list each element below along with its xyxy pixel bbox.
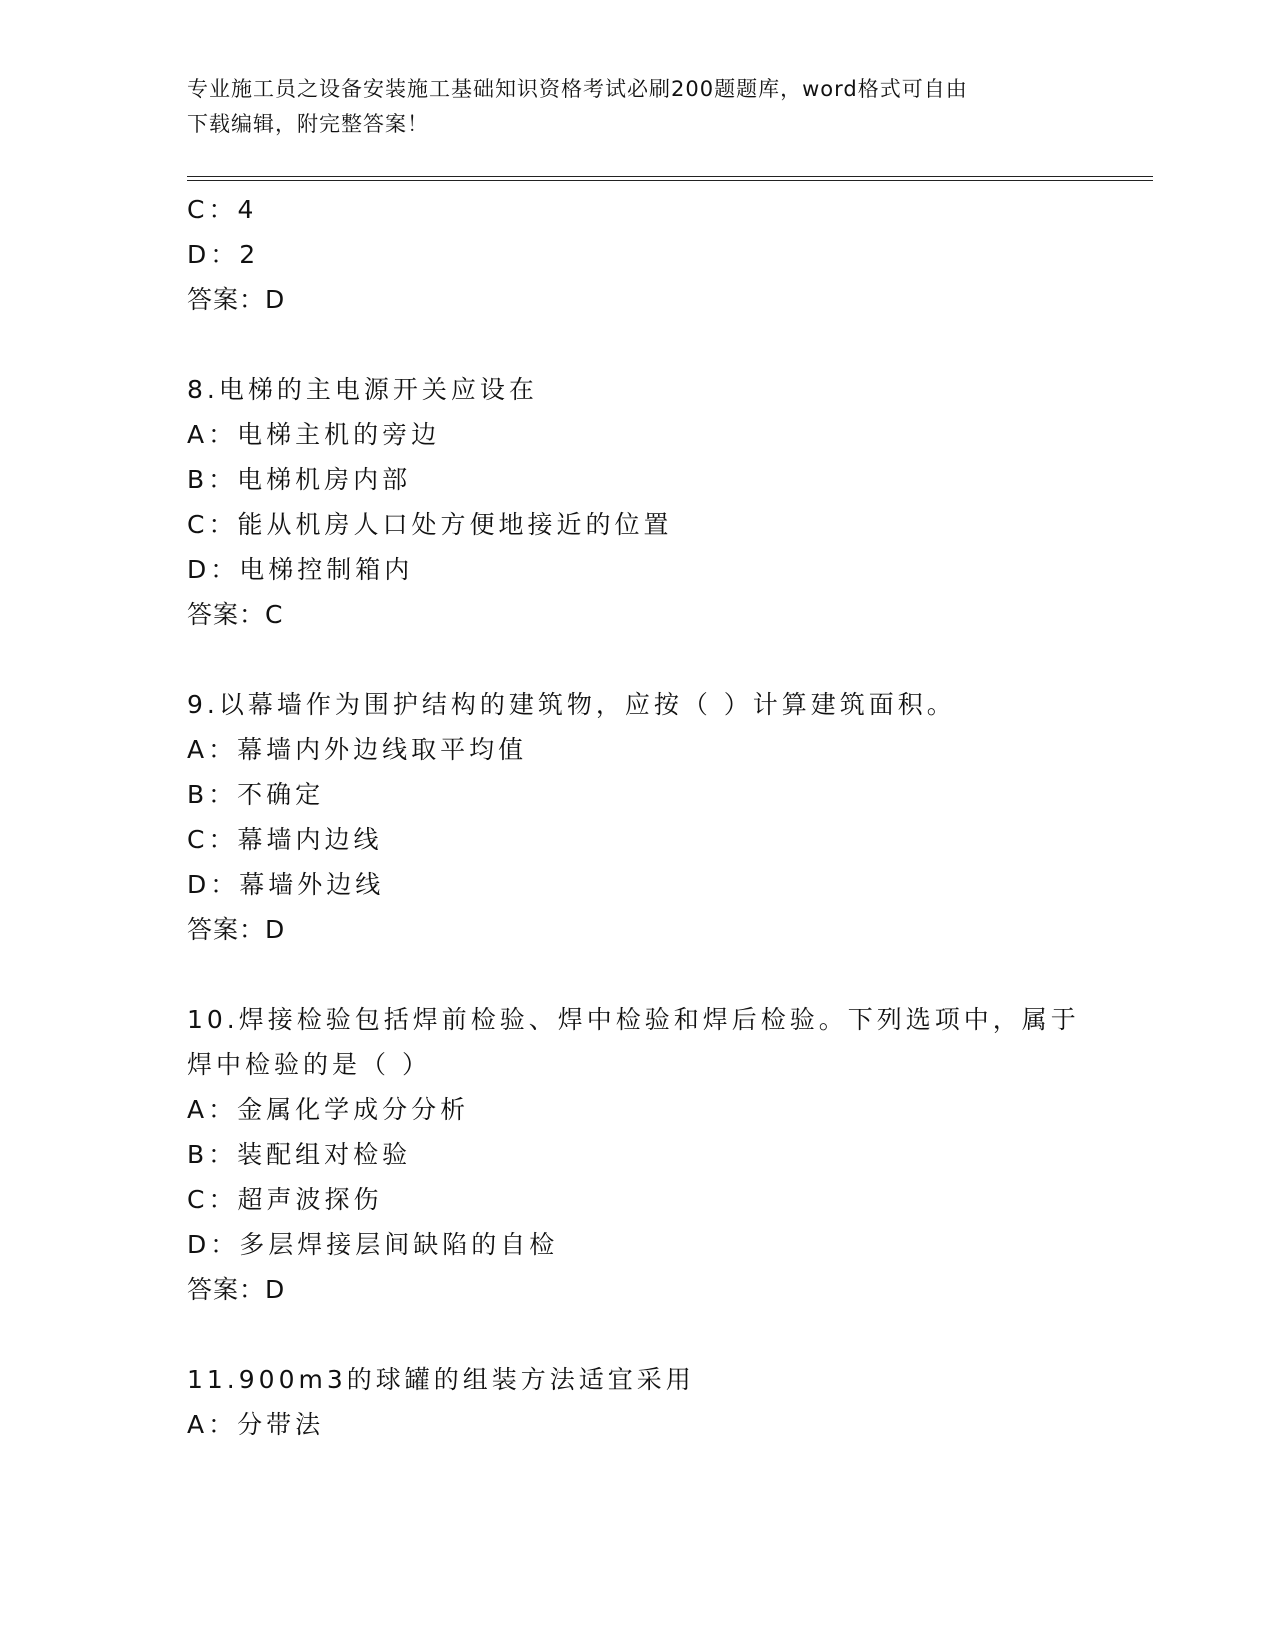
- option-d: D：2: [187, 240, 260, 269]
- option-b: B：电梯机房内部: [187, 465, 412, 494]
- question-stem-continued: 焊中检验的是（ ）: [187, 1050, 431, 1079]
- header-divider-top: [187, 176, 1153, 177]
- option-c: C：超声波探伤: [187, 1185, 383, 1214]
- option-b: B：不确定: [187, 780, 325, 809]
- header-divider-bottom: [187, 180, 1153, 181]
- option-c: C：4: [187, 195, 258, 224]
- answer-line: 答案：D: [187, 1275, 286, 1304]
- question-stem: 9.以幕墙作为围护结构的建筑物，应按（ ）计算建筑面积。: [187, 690, 956, 719]
- option-d: D：电梯控制箱内: [187, 555, 414, 584]
- option-d: D：幕墙外边线: [187, 870, 385, 899]
- document-header: [187, 72, 1087, 142]
- option-a: A：幕墙内外边线取平均值: [187, 735, 528, 764]
- question-stem: 10.焊接检验包括焊前检验、焊中检验和焊后检验。下列选项中，属于: [187, 1005, 1080, 1034]
- option-a: A：电梯主机的旁边: [187, 420, 441, 449]
- answer-line: 答案：D: [187, 915, 286, 944]
- question-stem: 8.电梯的主电源开关应设在: [187, 375, 538, 404]
- option-a: A：分带法: [187, 1410, 325, 1439]
- answer-line: 答案：D: [187, 285, 286, 314]
- header-line-2: 下载编辑，附完整答案！: [187, 112, 429, 136]
- option-c: C：能从机房人口处方便地接近的位置: [187, 510, 673, 539]
- option-d: D：多层焊接层间缺陷的自检: [187, 1230, 559, 1259]
- answer-line: 答案：C: [187, 600, 284, 629]
- option-b: B：装配组对检验: [187, 1140, 412, 1169]
- question-stem: 11.900m3的球罐的组装方法适宜采用: [187, 1365, 695, 1394]
- header-line-1: 专业施工员之设备安装施工基础知识资格考试必刷200题题库，word格式可自由: [187, 77, 968, 101]
- option-a: A：金属化学成分分析: [187, 1095, 470, 1124]
- option-c: C：幕墙内边线: [187, 825, 383, 854]
